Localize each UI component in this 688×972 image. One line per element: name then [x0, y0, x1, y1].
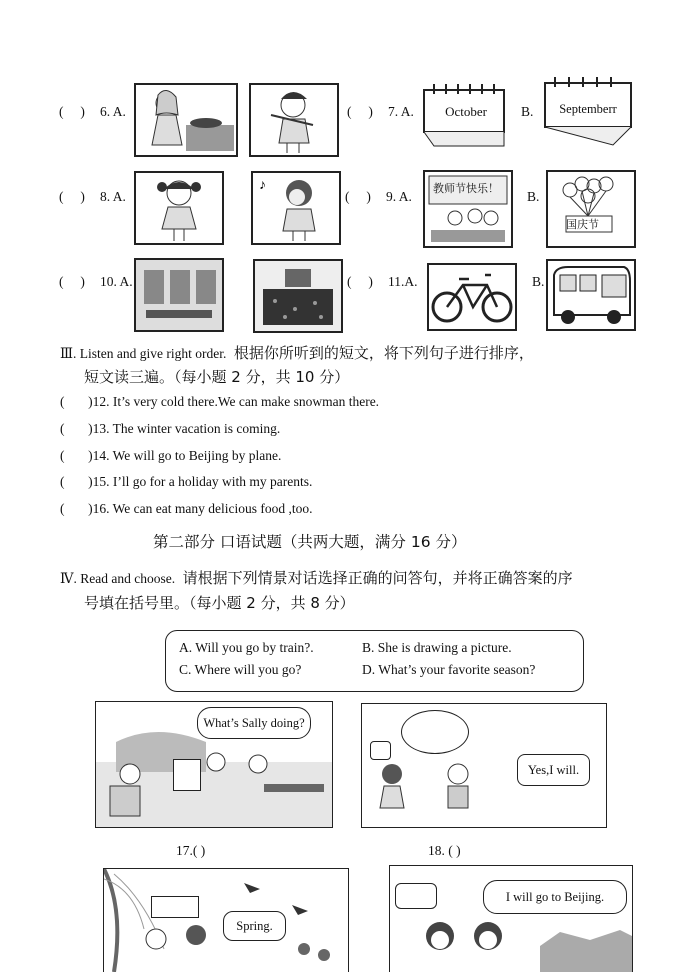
section3-heading-line2: 短文读三遍。（每小题 2 分，共 10 分） [84, 368, 350, 386]
answer-blank-17[interactable] [173, 759, 201, 791]
q12-row: ( )12. It’s very cold there.We can make snowman there. [60, 394, 380, 409]
section4-heading: Ⅳ. Read and choose. 请根据下列情景对话选择正确的问答句，并将正确答案的序 [60, 569, 573, 587]
bubble-yes-i-will: Yes,I will. [517, 754, 590, 786]
q11-paren: ( ) [347, 274, 373, 289]
section3-heading: Ⅲ. Listen and give right order. 根据你所听到的短文，将下列句子进行排序， [60, 344, 534, 362]
q9-a-text: 教师节快乐！ [433, 182, 499, 195]
option-a: A. Will you go by train?. [179, 640, 314, 655]
q6-b-image-violin-girl [249, 83, 339, 157]
q7-a-month: October [445, 104, 487, 119]
q6-paren: ( ) [59, 104, 85, 119]
bubble-sally-question: What’s Sally doing? [197, 707, 311, 739]
q8-b-image-singing-girl [251, 171, 341, 245]
q14-row: ( )14. We will go to Beijing by plane. [60, 448, 282, 463]
q10-label: 10. A. [100, 274, 133, 289]
part2-title: 第二部分 口语试题（共两大题，满分 16 分） [153, 533, 467, 551]
section4-heading-line2: 号填在括号里。（每小题 2 分，共 8 分） [84, 594, 355, 612]
q11-label: 11.A. [388, 274, 418, 289]
option-d: D. What’s your favorite season? [362, 662, 536, 677]
q11-a-image-bike [427, 263, 517, 331]
answer-blank-18-bubble[interactable] [401, 710, 469, 754]
q7-label: 7. A. [388, 104, 414, 119]
q9-label: 9. A. [386, 189, 412, 204]
q10-b-image-cinema [253, 259, 343, 333]
svg-text:♪: ♪ [259, 178, 266, 193]
q6-label: 6. A. [100, 104, 126, 119]
q15-row: ( )15. I’ll go for a holiday with my parents. [60, 474, 313, 489]
option-c: C. Where will you go? [179, 662, 302, 677]
q17-label: 17.( ) [176, 843, 206, 858]
q11-b-label: B. [532, 274, 545, 289]
options-box [165, 630, 584, 692]
small-bubble-1 [370, 741, 391, 760]
q9-b-text: 国庆节 [566, 218, 599, 231]
bubble-spring: Spring. [223, 911, 286, 941]
answer-blank-19[interactable] [151, 896, 199, 918]
option-b: B. She is drawing a picture. [362, 640, 512, 655]
q13-row: ( )13. The winter vacation is coming. [60, 421, 281, 436]
q7-paren: ( ) [347, 104, 373, 119]
q9-paren: ( ) [345, 189, 371, 204]
q8-paren: ( ) [59, 189, 85, 204]
q7-b-month: Septemberr [559, 102, 617, 116]
q8-label: 8. A. [100, 189, 126, 204]
q10-a-image-library [134, 258, 224, 332]
q7-b-label: B. [521, 104, 534, 119]
q8-a-image-girl [134, 171, 224, 245]
q18-label: 18. ( ) [428, 843, 461, 858]
q11-b-image-bus [546, 259, 636, 331]
q9-b-label: B. [527, 189, 540, 204]
answer-blank-20[interactable] [395, 883, 437, 909]
q6-a-image-cooking-girl [134, 83, 238, 157]
bubble-beijing: I will go to Beijing. [483, 880, 627, 914]
q16-row: ( )16. We can eat many delicious food ,too. [60, 501, 313, 516]
q9-b-image-balloons [546, 170, 636, 248]
q10-paren: ( ) [59, 274, 85, 289]
